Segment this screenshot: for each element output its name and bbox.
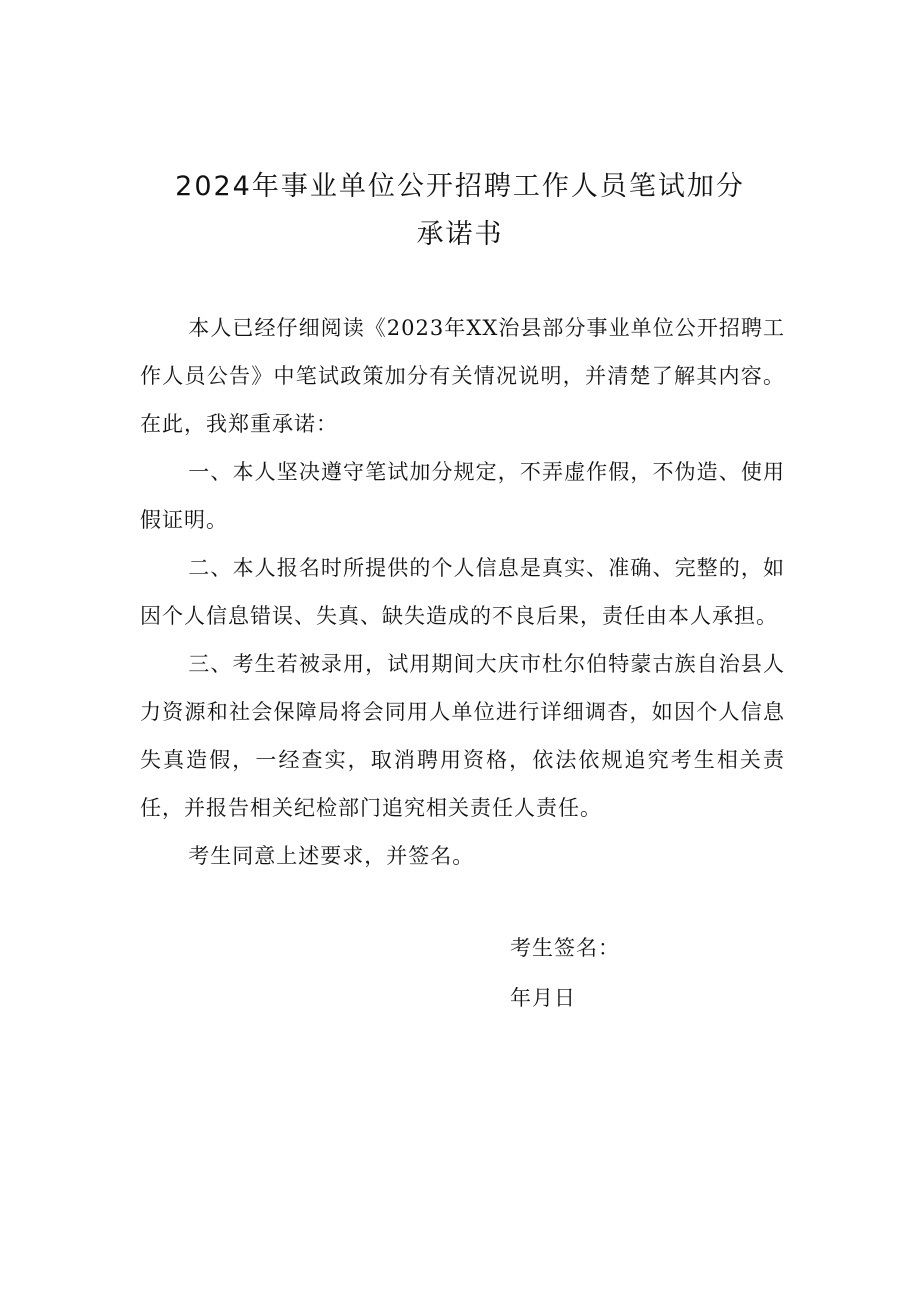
document-title-line1: 2024年事业单位公开招聘工作人员笔试加分 <box>175 171 745 202</box>
paragraph-item-3: 三、考生若被录用，试用期间大庆市杜尔伯特蒙古族自治县人力资源和社会保障局将会同用人单位进行详细调杳，如因个人信息失真造假，一经查实，取消聘用资格，依法依规追究考生相关责任，并报告相关纪检部门追究相关责任人责任。 <box>140 652 785 820</box>
paragraph-consent: 考生同意上述要求，并签名。 <box>188 844 475 868</box>
paragraph-item-2: 二、本人报名时所提供的个人信息是真实、准确、完整的，如因个人信息错误、失真、缺失造成的不良后果，责任由本人承担。 <box>140 556 785 628</box>
date-label: 年月日 <box>510 986 576 1010</box>
paragraph-intro: 本人已经仔细阅读《2023年XX治县部分事业单位公开招聘工作人员公告》中笔试政策加分有关情况说明，并清楚了解其内容。在此，我郑重承诺： <box>140 316 785 436</box>
document-title-line2: 承诺书 <box>416 219 504 250</box>
signature-label: 考生签名： <box>510 936 620 960</box>
paragraph-item-1: 一、本人坚决遵守笔试加分规定，不弄虚作假，不伪造、使用假证明。 <box>140 460 785 532</box>
document-body <box>140 304 785 880</box>
